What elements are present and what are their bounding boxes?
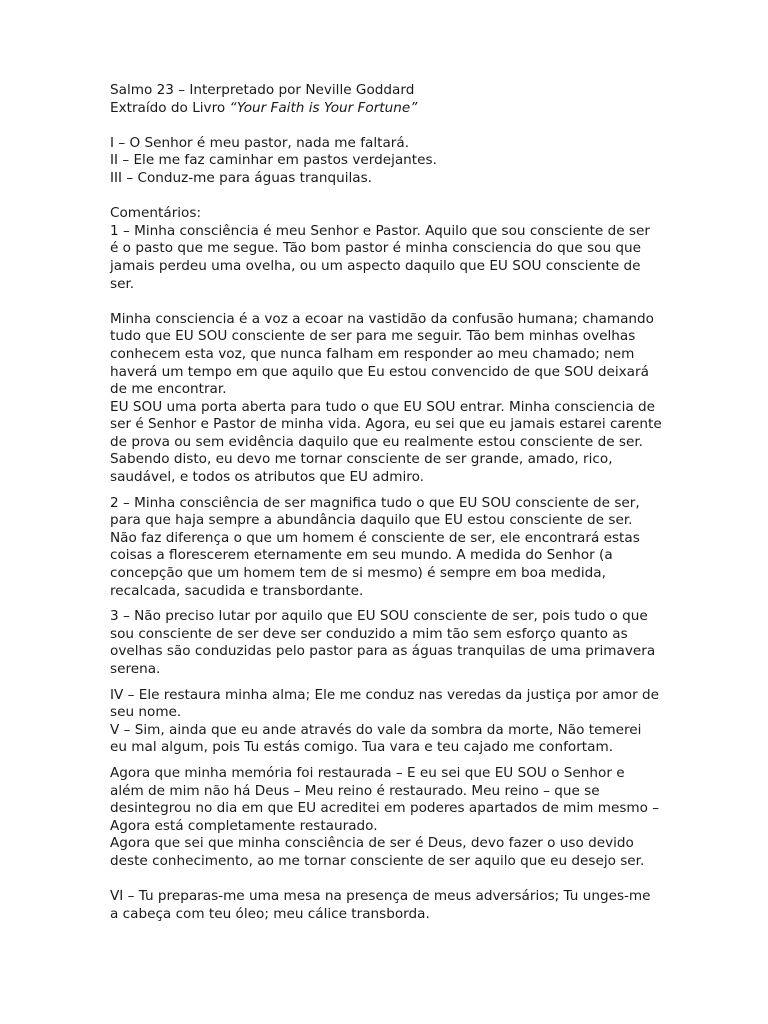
verse-2: II – Ele me faz caminhar em pastos verdejantes. bbox=[110, 152, 437, 169]
comment-3: 3 – Não preciso lutar por aquilo que EU SOU consciente de ser, pois tudo o que sou consciente de ser deve ser conduzido a mim tão sem esforço quanto as ovelhas são conduzidas pelo pastor para as águas tranquilas de uma primavera serena. bbox=[110, 608, 656, 677]
comment-1-door: EU SOU uma porta aberta para tudo o que EU SOU entrar. Minha consciencia de ser é Senhor e Pastor de minha vida. Agora, eu sei que eu jamais estarei carente de prova ou sem evidência daquilo que eu realmente estou consciente de ser. Sabendo disto, eu devo me tornar consciente de ser grande, amado, rico, saudável, e todos os atributos que EU admiro. bbox=[110, 398, 662, 486]
comment-4-5-memory: Agora que minha memória foi restaurada – E eu sei que EU SOU o Senhor e além de mim não há Deus – Meu reino é restaurado. Meu reino – que se desintegrou no dia em que EU acreditei em poderes apartados de mim mesmo – Agora está completamente restaurado. bbox=[110, 764, 660, 834]
comment-1: 1 – Minha consciência é meu Senhor e Pastor. Aquilo que sou consciente de ser é o pasto que me segue. Tão bom pastor é minha consciencia do que sou que jamais perdeu uma ovelha, ou um aspecto daquilo que EU SOU consciente de ser. bbox=[110, 222, 650, 292]
comment-2: 2 – Minha consciência de ser magnifica tudo o que EU SOU consciente de ser, para que haja sempre a abundância daquilo que EU estou consciente de ser. Não faz diferença o que um homem é consciente de ser, ele encontrará estas coisas a florescerem eternamente em seu mundo. A medida do Senhor (a concepção que um homem tem de si mesmo) é sempre em boa medida, recalcada, sacudida e transbordante. bbox=[110, 494, 640, 599]
document-source bbox=[110, 100, 662, 118]
verse-1: I – O Senhor é meu pastor, nada me faltará. bbox=[110, 134, 410, 151]
verse-4: IV – Ele restaura minha alma; Ele me conduz nas veredas da justiça por amor de seu nome. bbox=[110, 686, 660, 721]
comment-4-5-knowledge: Agora que sei que minha consciência de ser é Deus, devo fazer o uso devido deste conhecimento, ao me tornar consciente de ser aquilo que eu desejo ser. bbox=[110, 835, 645, 869]
source-book-title: “Your Faith is Your Fortune” bbox=[229, 99, 418, 116]
document-title: Salmo 23 – Interpretado por Neville Goddard bbox=[110, 82, 415, 98]
verse-3: III – Conduz-me para águas tranquilas. bbox=[110, 169, 373, 186]
verse-5: V – Sim, ainda que eu ande através do vale da sombra da morte, Não temerei eu mal algum, pois Tu estás comigo. Tua vara e teu cajado me confortam. bbox=[110, 721, 642, 756]
comments-heading: Comentários: bbox=[110, 205, 202, 222]
verse-6: VI – Tu preparas-me uma mesa na presença de meus adversários; Tu unges-me a cabeça com teu óleo; meu cálice transborda. bbox=[110, 888, 651, 922]
document-body bbox=[110, 82, 662, 923]
comment-1-voice: Minha consciencia é a voz a ecoar na vastidão da confusão humana; chamando tudo que EU SOU consciente de ser para me seguir. Tão bem minhas ovelhas conhecem esta voz, que nunca falham em responder ao meu chamado; nem haverá um tempo em que aquilo que Eu estou convencido de que SOU deixará de me encontrar. bbox=[110, 310, 654, 398]
source-prefix: Extraído do Livro bbox=[110, 99, 230, 116]
